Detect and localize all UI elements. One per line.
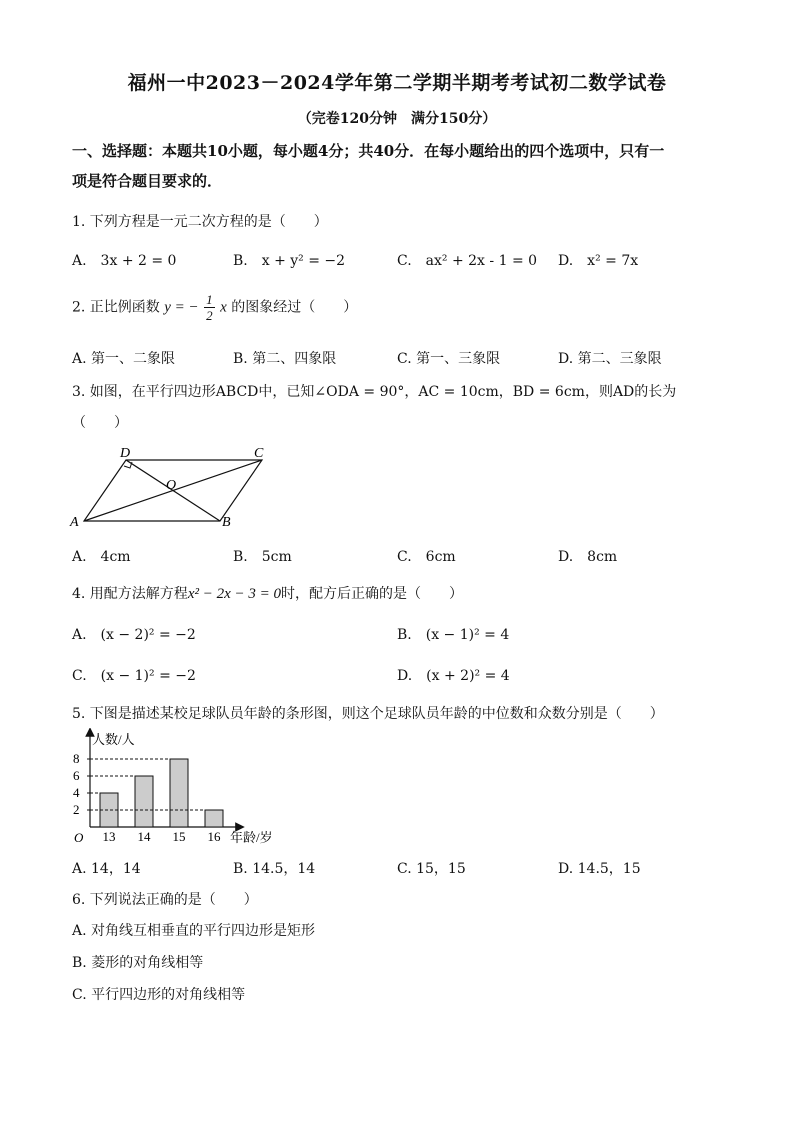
- q2-stem-post: 的图象经过（ ）: [231, 299, 358, 316]
- vertex-label-d: D: [120, 446, 131, 461]
- q2-option-c: C. 第一、三象限: [397, 351, 501, 367]
- y-tick-label: 2: [73, 802, 80, 817]
- section-heading-line1: 一、选择题：本题共10小题，每小题4分；共40分．在每小题给出的四个选项中，只有一: [72, 142, 665, 160]
- q1-option-b: B. x + y² = −2: [233, 253, 346, 269]
- parallelogram-figure: [68, 440, 288, 532]
- q4-stem-pre: 4. 用配方法解方程: [72, 586, 188, 602]
- q1-option-a: A. 3x + 2 = 0: [72, 253, 177, 269]
- y-tick-label: 6: [73, 768, 80, 783]
- bar-age-14: [135, 776, 153, 827]
- q4-option-d: D. (x + 2)² = 4: [397, 668, 510, 684]
- q4-option-a: A. (x − 2)² = −2: [72, 627, 196, 643]
- q1-option-d: D. x² = 7x: [558, 253, 639, 269]
- q3-option-c: C. 6cm: [397, 549, 456, 565]
- section-heading-line2: 项是符合题目要求的．: [72, 172, 223, 190]
- q5-option-c: C. 15，15: [397, 861, 466, 877]
- y-tick-label: 4: [73, 785, 80, 800]
- q4-option-b: B. (x − 1)² = 4: [397, 627, 510, 643]
- q5-option-a: A. 14，14: [72, 861, 141, 877]
- q3-option-a: A. 4cm: [72, 549, 131, 565]
- y-tick-label: 8: [73, 751, 80, 766]
- vertex-label-a: A: [70, 515, 79, 530]
- page-title: 福州一中2023－2024学年第二学期半期考考试初二数学试卷: [127, 72, 667, 94]
- q6-option-c: C. 平行四边形的对角线相等: [72, 987, 246, 1003]
- q6-option-b: B. 菱形的对角线相等: [72, 955, 204, 971]
- question-5-stem: 5. 下图是描述某校足球队员年龄的条形图，则这个足球队员年龄的中位数和众数分别是（ ）: [72, 706, 664, 722]
- x-tick-label: 15: [172, 829, 186, 844]
- q2-stem-pre: 2. 正比例函数: [72, 299, 160, 316]
- q2-fraction: [204, 292, 215, 323]
- age-bar-chart: [68, 728, 298, 850]
- vertex-label-b: B: [222, 515, 231, 530]
- y-axis-label: 人数/人: [92, 732, 135, 747]
- question-6-stem: 6. 下列说法正确的是（ ）: [72, 892, 258, 908]
- q2-variable: x: [220, 299, 227, 316]
- q2-equation: y = −: [164, 299, 199, 316]
- q5-option-b: B. 14.5，14: [233, 861, 316, 877]
- q3-option-d: D. 8cm: [558, 549, 618, 565]
- x-tick-label: 13: [102, 829, 116, 844]
- q2-fraction-numerator: 1: [206, 292, 213, 307]
- center-label-o: O: [166, 478, 177, 493]
- q5-option-d: D. 14.5，15: [558, 861, 641, 877]
- x-tick-label: 16: [207, 829, 221, 844]
- q4-stem-post: 时，配方后正确的是（ ）: [281, 586, 463, 602]
- x-tick-label: 14: [137, 829, 151, 844]
- bar-age-15: [170, 759, 188, 827]
- q4-equation: x² − 2x − 3 = 0: [187, 586, 281, 602]
- q4-option-c: C. (x − 1)² = −2: [72, 668, 196, 684]
- question-3-stem-line1: 3. 如图，在平行四边形ABCD中，已知∠ODA = 90°，AC = 10cm，BD = 6cm，则AD的长为: [72, 384, 677, 400]
- question-2-stem: [72, 292, 357, 323]
- q1-option-c: C. ax² + 2x - 1 = 0: [397, 253, 538, 269]
- origin-label: O: [74, 830, 84, 845]
- q2-option-a: A. 第一、二象限: [72, 351, 176, 367]
- q2-fraction-denominator: 2: [206, 308, 213, 323]
- bar-age-16: [205, 810, 223, 827]
- question-1-stem: 1. 下列方程是一元二次方程的是（ ）: [72, 214, 328, 230]
- question-3-stem-line2: （ ）: [72, 415, 128, 431]
- question-4-stem: [72, 583, 463, 603]
- vertex-label-c: C: [254, 446, 264, 461]
- x-axis-label: 年龄/岁: [230, 830, 273, 845]
- q2-option-d: D. 第二、三象限: [558, 351, 662, 367]
- q3-option-b: B. 5cm: [233, 549, 292, 565]
- exam-info: （完卷120分钟 满分150分）: [297, 111, 497, 127]
- q2-option-b: B. 第二、四象限: [233, 351, 337, 367]
- q6-option-a: A. 对角线互相垂直的平行四边形是矩形: [72, 923, 316, 939]
